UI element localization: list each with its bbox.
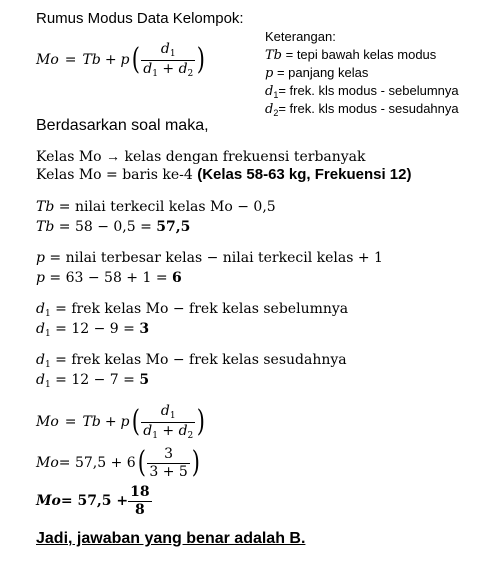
d1-calculation: $d_1 = 12 - 9 = 3$ — [36, 321, 150, 339]
d2-calculation: $d_1 = 12 - 7 = 5$ — [36, 372, 150, 390]
calc-step-formula: Mo = Tb + p ( $\frac{d_1}{d_1 + d_2}$ ) — [36, 403, 206, 441]
keterangan-p: p = panjang kelas — [265, 65, 369, 81]
p-calculation: p = 63 − 58 + 1 = 6 — [36, 270, 182, 286]
calc-step-substitution: Mo = 57,5 + 6 ( $\frac{3}{3 + 5}$ ) — [36, 445, 200, 480]
calc-step-result: Mo = 57,5 + $\frac{18}{8}$ — [36, 484, 150, 518]
d2-definition: $d_1$ = frek kelas Mo − frek kelas sesudahnya — [36, 352, 347, 370]
kelas-mo-line2: Kelas Mo = baris ke-4 (Kelas 58-63 kg, Frekuensi 12) — [36, 166, 412, 183]
modus-formula: Mo = Tb + p ( $\frac{d_1}{d_1 + d_2}$ ) — [36, 41, 206, 79]
p-definition: p = nilai terbesar kelas − nilai terkecil kelas + 1 — [36, 250, 383, 266]
kelas-mo-line1: Kelas Mo → kelas dengan frekuensi terbanyak — [36, 148, 366, 165]
keterangan-d2: $d_2=$ frek. kls modus - sesudahnya — [265, 101, 459, 118]
formula-fraction: $\frac{d_1}{d_1 + d_2}$ — [143, 41, 194, 79]
tb-calculation: Tb = 58 − 0,5 = 57,5 — [36, 219, 191, 235]
section-heading: Berdasarkan soal maka, — [36, 117, 209, 134]
conclusion-text: Jadi, jawaban yang benar adalah B. — [36, 530, 306, 547]
d1-definition: $d_1$ = frek kelas Mo − frek kelas sebelumnya — [36, 301, 349, 319]
page-title: Rumus Modus Data Kelompok: — [36, 10, 244, 27]
keterangan-title: Keterangan: — [265, 29, 336, 44]
tb-definition: Tb = nilai terkecil kelas Mo − 0,5 — [36, 199, 276, 215]
keterangan-tb: Tb = tepi bawah kelas modus — [265, 47, 437, 63]
keterangan-legend — [265, 30, 459, 120]
keterangan-d1: $d_1=$ frek. kls modus - sebelumnya — [265, 83, 459, 100]
